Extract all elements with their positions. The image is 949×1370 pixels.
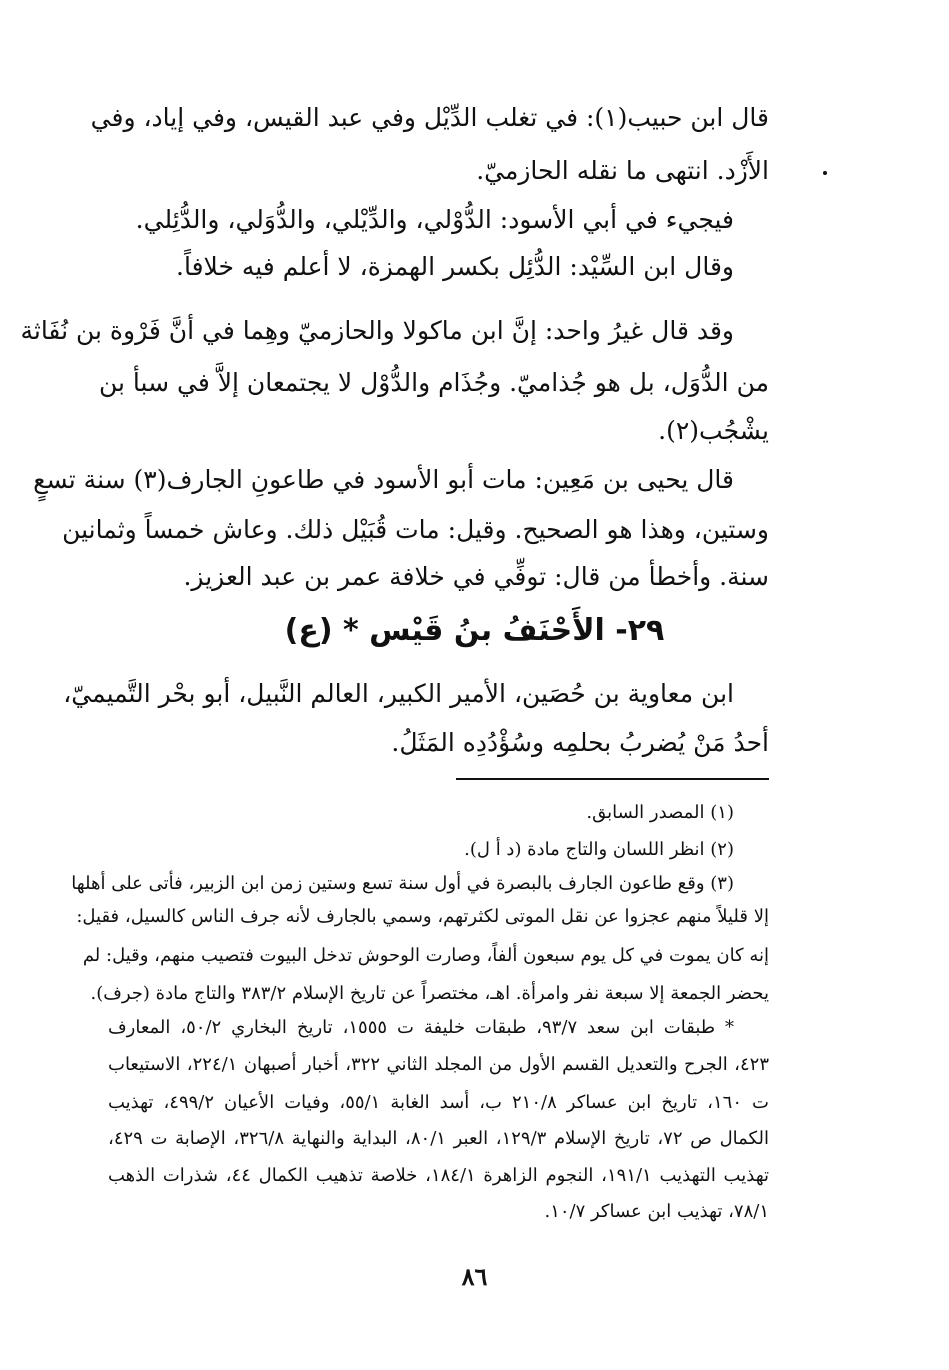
sources-line: الكمال ص ٧٢، تاريخ الإسلام ١٢٩/٣، العبر ٨٠/١، البداية والنهاية ٣٢٦/٨، الإصابة ت ٤٢٩، (108, 1128, 769, 1149)
entry-line: ابن معاوية بن حُصَين، الأمير الكبير، العالم النَّبيل، أبو بحْر التَّميميّ، (63, 679, 734, 708)
body-line: فيجيء في أبي الأسود: الدُّوْلي، والدِّيْلي، والدُّوَلي، والدُّئِلي. (135, 205, 734, 234)
footnote-line: إلا قليلاً منهم عجزوا عن نقل الموتى لكثرتهم، وسمي بالجارف لأنه جرف الناس كالسيل، فقيل: (76, 906, 769, 927)
footnote-line: يحضر الجمعة إلا سبعة نفر وامرأة. اهـ، مختصراً عن تاريخ الإسلام ٣٨٣/٢ والتاج مادة (جرف). (90, 983, 769, 1004)
body-line: الأَزْد. انتهى ما نقله الحازميّ. (476, 156, 769, 185)
body-line: يشْجُب(٢). (658, 416, 769, 445)
body-line: وقد قال غيرُ واحد: إنَّ ابن ماكولا والحازميّ وهِما في أنَّ فَرْوة بن نُفَاثة (20, 316, 734, 345)
sources-line: ٤٢٣، الجرح والتعديل القسم الأول من المجلد الثاني ٣٢٢، أخبار أصبهان ٢٢٤/١، الاستيعاب (108, 1054, 769, 1075)
footnote-line: (١) المصدر السابق. (586, 802, 734, 823)
footnote-line: إنه كان يموت في كل يوم سبعون ألفاً، وصارت الوحوش تدخل البيوت فتصيب منهم، وقيل: لم (82, 945, 769, 966)
sources-line: * طبقات ابن سعد ٩٣/٧، طبقات خليفة ت ١٥٥٥، تاريخ البخاري ٥٠/٢، المعارف (108, 1017, 734, 1038)
footnote-separator (456, 778, 769, 780)
body-line: من الدُّوَل، بل هو جُذاميّ. وجُذَام والدُّوْل لا يجتمعان إلاَّ في سبأ بن (98, 368, 769, 397)
body-line: وقال ابن السِّيْد: الدُّئِل بكسر الهمزة، لا أعلم فيه خلافاً. (176, 252, 734, 281)
entry-heading: ٢٩- الأَحْنَفُ بنُ قَيْس * (ع) (284, 613, 665, 648)
body-line: وستين، وهذا هو الصحيح. وقيل: مات قُبَيْل ذلك. وعاش خمساً وثمانين (62, 515, 769, 544)
body-line: سنة. وأخطأ من قال: توفِّي في خلافة عمر بن عبد العزيز. (183, 562, 769, 591)
sources-line: ٧٨/١، تهذيب ابن عساكر ١٠/٧. (544, 1201, 769, 1222)
footnote-line: (٢) انظر اللسان والتاج مادة (د أ ل). (464, 839, 734, 860)
sources-line: تهذيب التهذيب ١٩١/١، النجوم الزاهرة ١٨٤/١، خلاصة تذهيب الكمال ٤٤، شذرات الذهب (108, 1165, 770, 1186)
sources-line: ت ١٦٠، تاريخ ابن عساكر ٢١٠/٨ ب، أسد الغابة ٥٥/١، وفيات الأعيان ٤٩٩/٢، تهذيب (108, 1092, 769, 1113)
page-number: ٨٦ (461, 1262, 488, 1291)
body-line: قال يحيى بن مَعِين: مات أبو الأسود في طاعونِ الجارف(٣) سنة تسعٍ (33, 465, 734, 494)
margin-mark (823, 171, 827, 175)
body-line: قال ابن حبيب(١): في تغلب الدِّيْل وفي عبد القيس، وفي إياد، وفي (90, 103, 769, 132)
footnote-line: (٣) وقع طاعون الجارف بالبصرة في أول سنة تسع وستين زمن ابن الزبير، فأتى على أهلها (71, 873, 734, 894)
entry-line: أحدُ مَنْ يُضربُ بحلمِه وسُؤْدُدِه المَثَلُ. (391, 728, 769, 757)
